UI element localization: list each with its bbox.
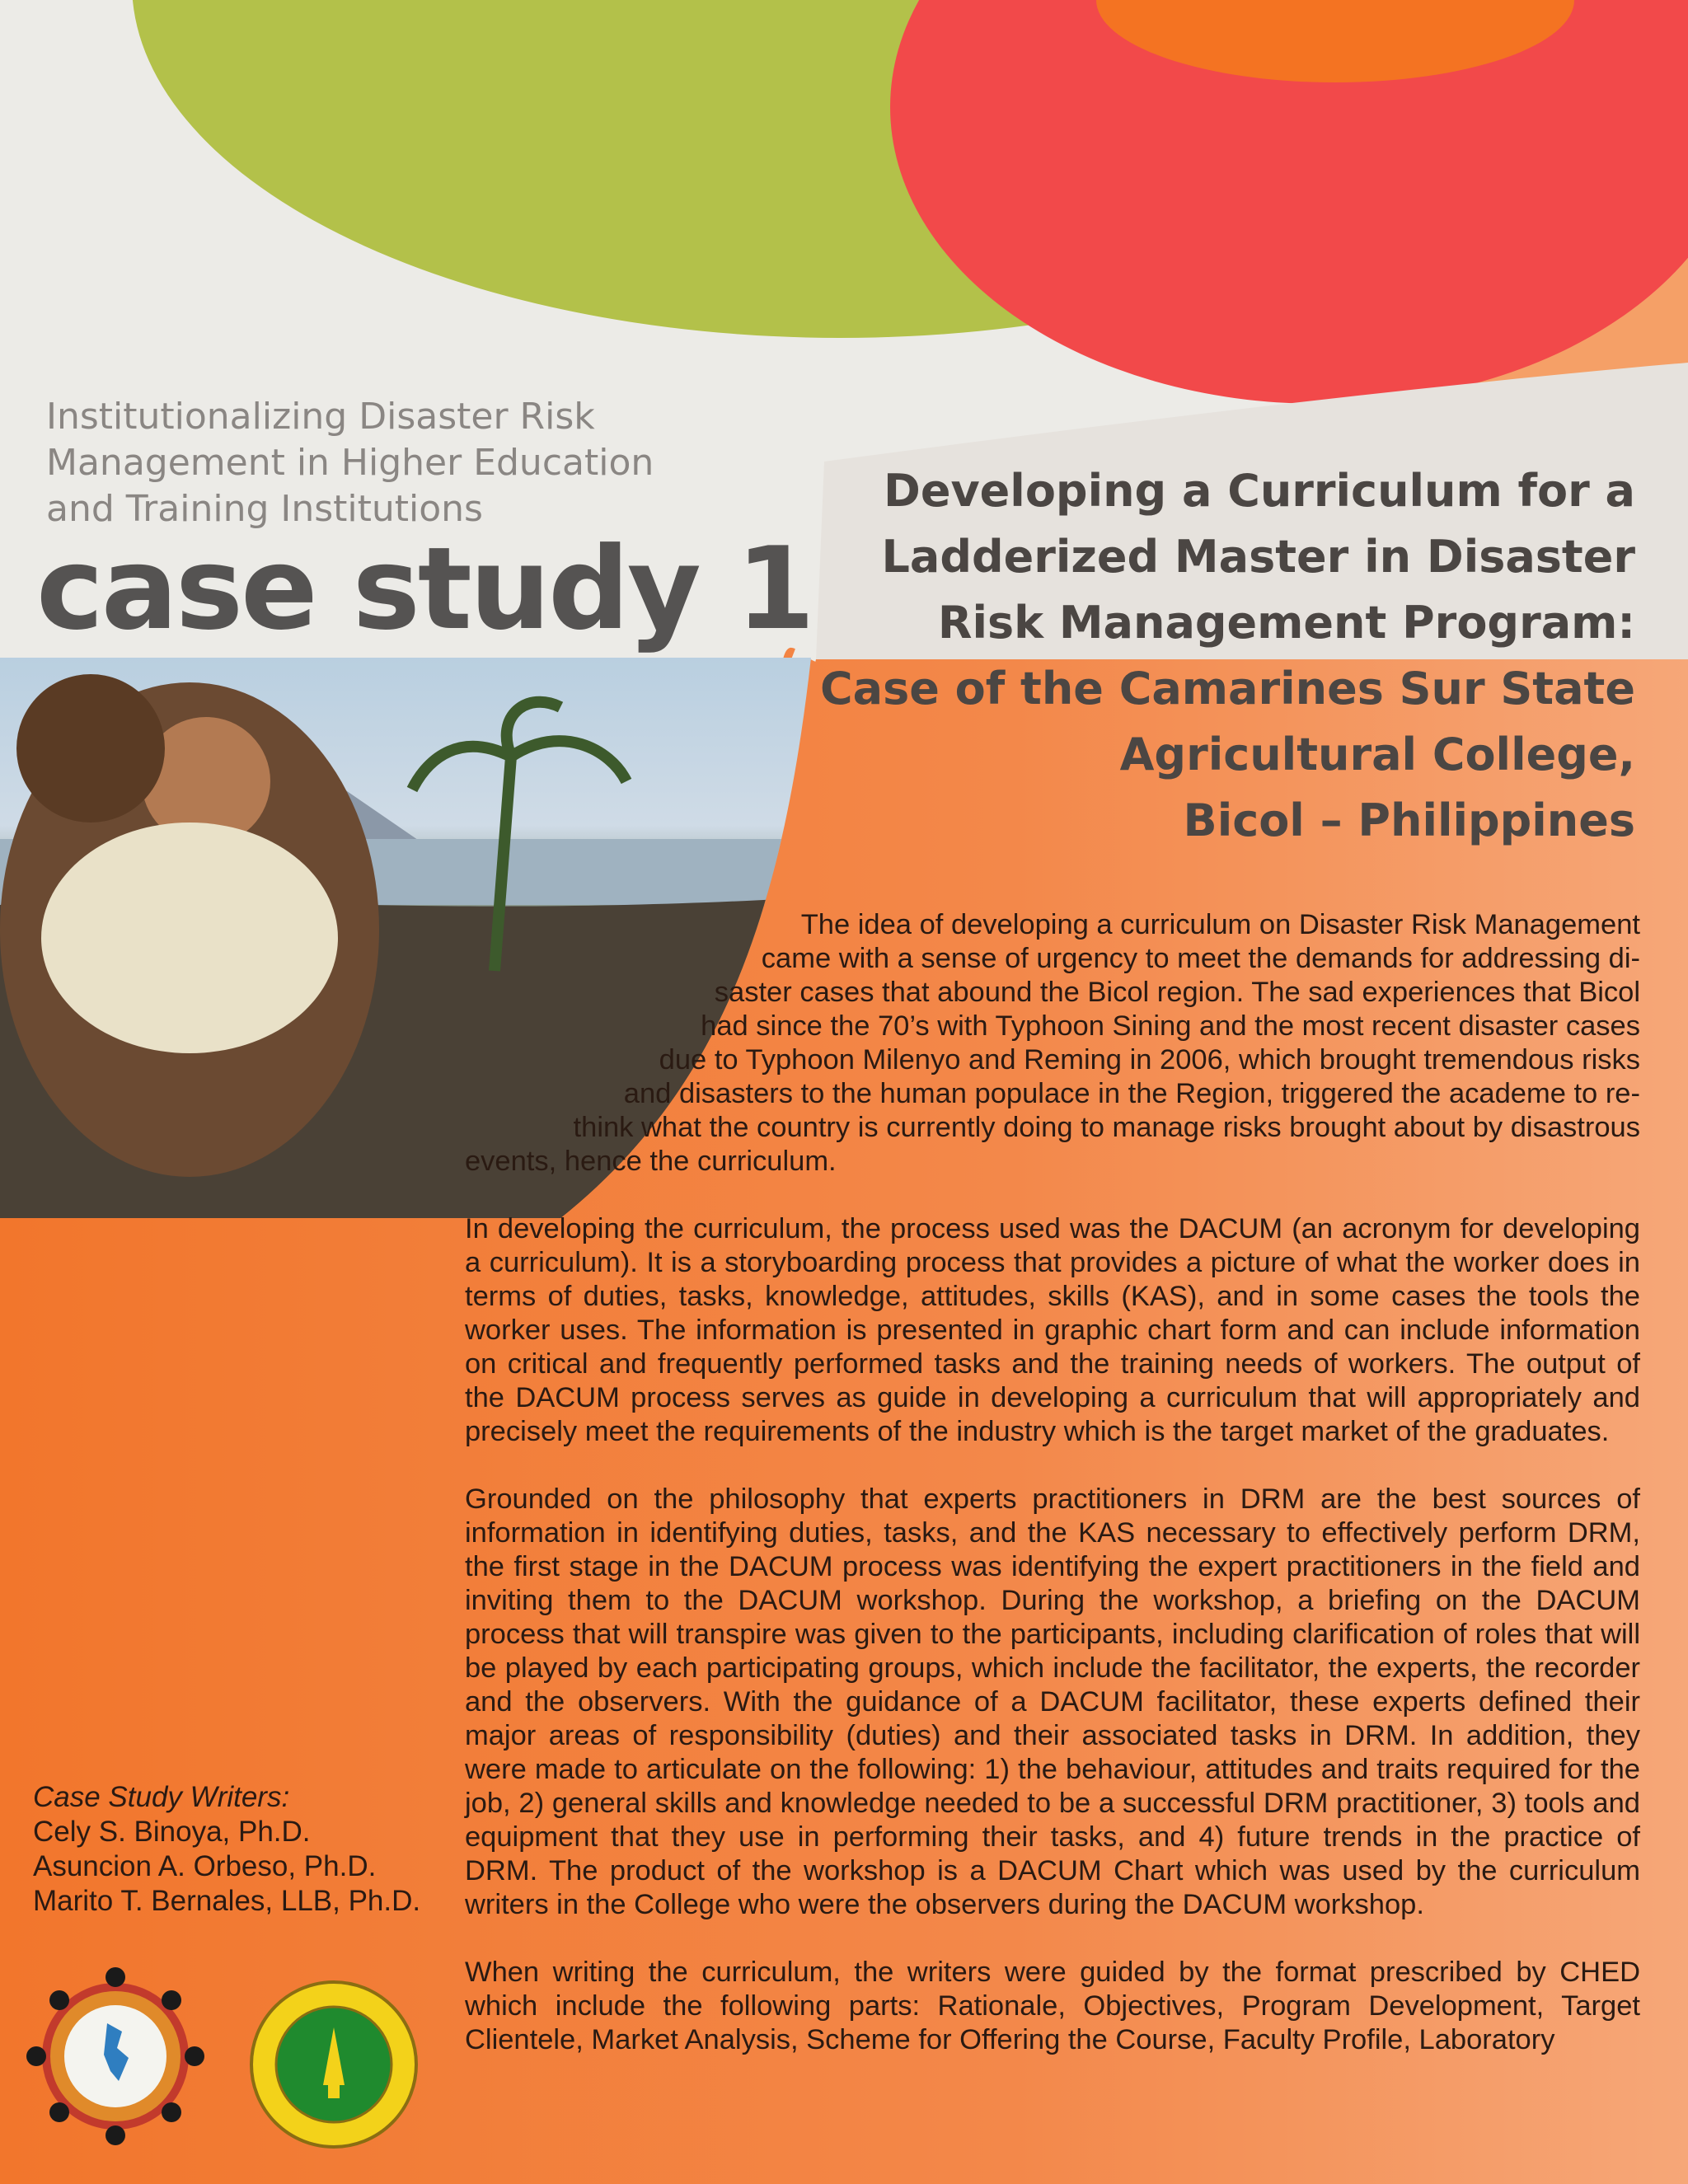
writer-name: Marito T. Bernales, LLB, Ph.D.: [33, 1885, 421, 1917]
paragraph-curriculum-format: When writing the curriculum, the writers were guided by the format prescribed by CHED which include the following parts: Rationale, Objectives, Program Development, Target Clientele, Market Analysis, Scheme for Offering the Course, Faculty Profile, Laboratory: [465, 1957, 1640, 2055]
father-head: [16, 674, 165, 823]
ndcc-logo: [25, 1966, 206, 2147]
cssac-seal: [247, 1978, 420, 2151]
intro-line-4: had since the 70’s with Typhoon Sining and the most recent disaster cases: [701, 1010, 1640, 1042]
case-study-heading: case study 1: [36, 523, 813, 655]
intro-line-1: The idea of developing a curriculum on Disaster Risk Management: [800, 909, 1640, 940]
writer-name: Asuncion A. Orbeso, Ph.D.: [33, 1850, 377, 1882]
paragraph-dacum-process: In developing the curriculum, the process used was the DACUM (an acronym for developing a curriculum). It is a storyboarding process that provides a picture of what the worker does in terms of duties, tasks, knowledge, attitudes, skills (KAS), and in some cases the tools the worker uses. The information is presented in graphic chart form and can include information on critical and frequently performed tasks and the training needs of workers. The output of the DACUM process serves as guide in developing a curriculum that will appropriately and precisely meet the requirements of the industry which is the target market of the graduates.: [465, 1213, 1640, 1447]
intro-line-2: came with a sense of urgency to meet the demands for addressing di-: [761, 943, 1640, 974]
document-title: [646, 458, 1635, 854]
series-title: [46, 394, 706, 532]
series-line-1: Institutionalizing Disaster Risk: [46, 396, 595, 438]
intro-line-6: and disasters to the human populace in the Region, triggered the academe to re-: [623, 1078, 1640, 1109]
title-line-5: Agricultural College,: [1119, 729, 1635, 780]
intro-paragraph: [465, 908, 1640, 1179]
title-line-6: Bicol – Philippines: [1183, 794, 1635, 846]
intro-line-8: events, hence the curriculum.: [465, 1146, 837, 1177]
writers-label: Case Study Writers:: [33, 1781, 290, 1813]
series-line-2: Management in Higher Education: [46, 442, 654, 484]
writer-name: Cely S. Binoya, Ph.D.: [33, 1816, 311, 1848]
intro-line-5: due to Typhoon Milenyo and Reming in 2006, which brought tremendous risks: [659, 1044, 1640, 1076]
title-line-2: Ladderized Master in Disaster: [881, 531, 1635, 583]
title-line-3: Risk Management Program:: [937, 597, 1635, 649]
series-line-3: and Training Institutions: [46, 488, 483, 530]
intro-line-3: saster cases that abound the Bicol region. The sad experiences that Bicol: [714, 977, 1640, 1008]
title-line-1: Developing a Curriculum for a: [884, 465, 1635, 517]
child-body: [41, 823, 338, 1053]
article-body: [465, 908, 1640, 2091]
paragraph-dacum-workshop: Grounded on the philosophy that experts practitioners in DRM are the best sources of information in identifying duties, tasks, and the KAS necessary to effectively perform DRM, the first stage in the DACUM process was identifying the expert practitioners in the field and inviting them to the DACUM workshop. During the workshop, a briefing on the DACUM process that will transpire was given to the participants, including clarification of roles that will be played by each participating groups, which include the facilitator, the experts, the recorder and the observers. With the guidance of a DACUM facilitator, these experts defined their major areas of responsibility (duties) and their associated tasks in DRM. In addition, they were made to articulate on the following: 1) the behaviour, attitudes and traits required for the job, 2) general skills and knowledge needed to be a successful DRM practitioner, 3) tools and equipment that they use in performing their tasks, and 4) future trends in the practice of DRM. The product of the workshop is a DACUM Chart which was used by the curriculum writers in the College who were the observers during the DACUM workshop.: [465, 1483, 1640, 1920]
case-study-writers: [33, 1780, 462, 1919]
title-line-4: Case of the Camarines Sur State: [820, 663, 1635, 715]
intro-line-7: think what the country is currently doing to manage risks brought about by disastrous: [573, 1112, 1640, 1143]
